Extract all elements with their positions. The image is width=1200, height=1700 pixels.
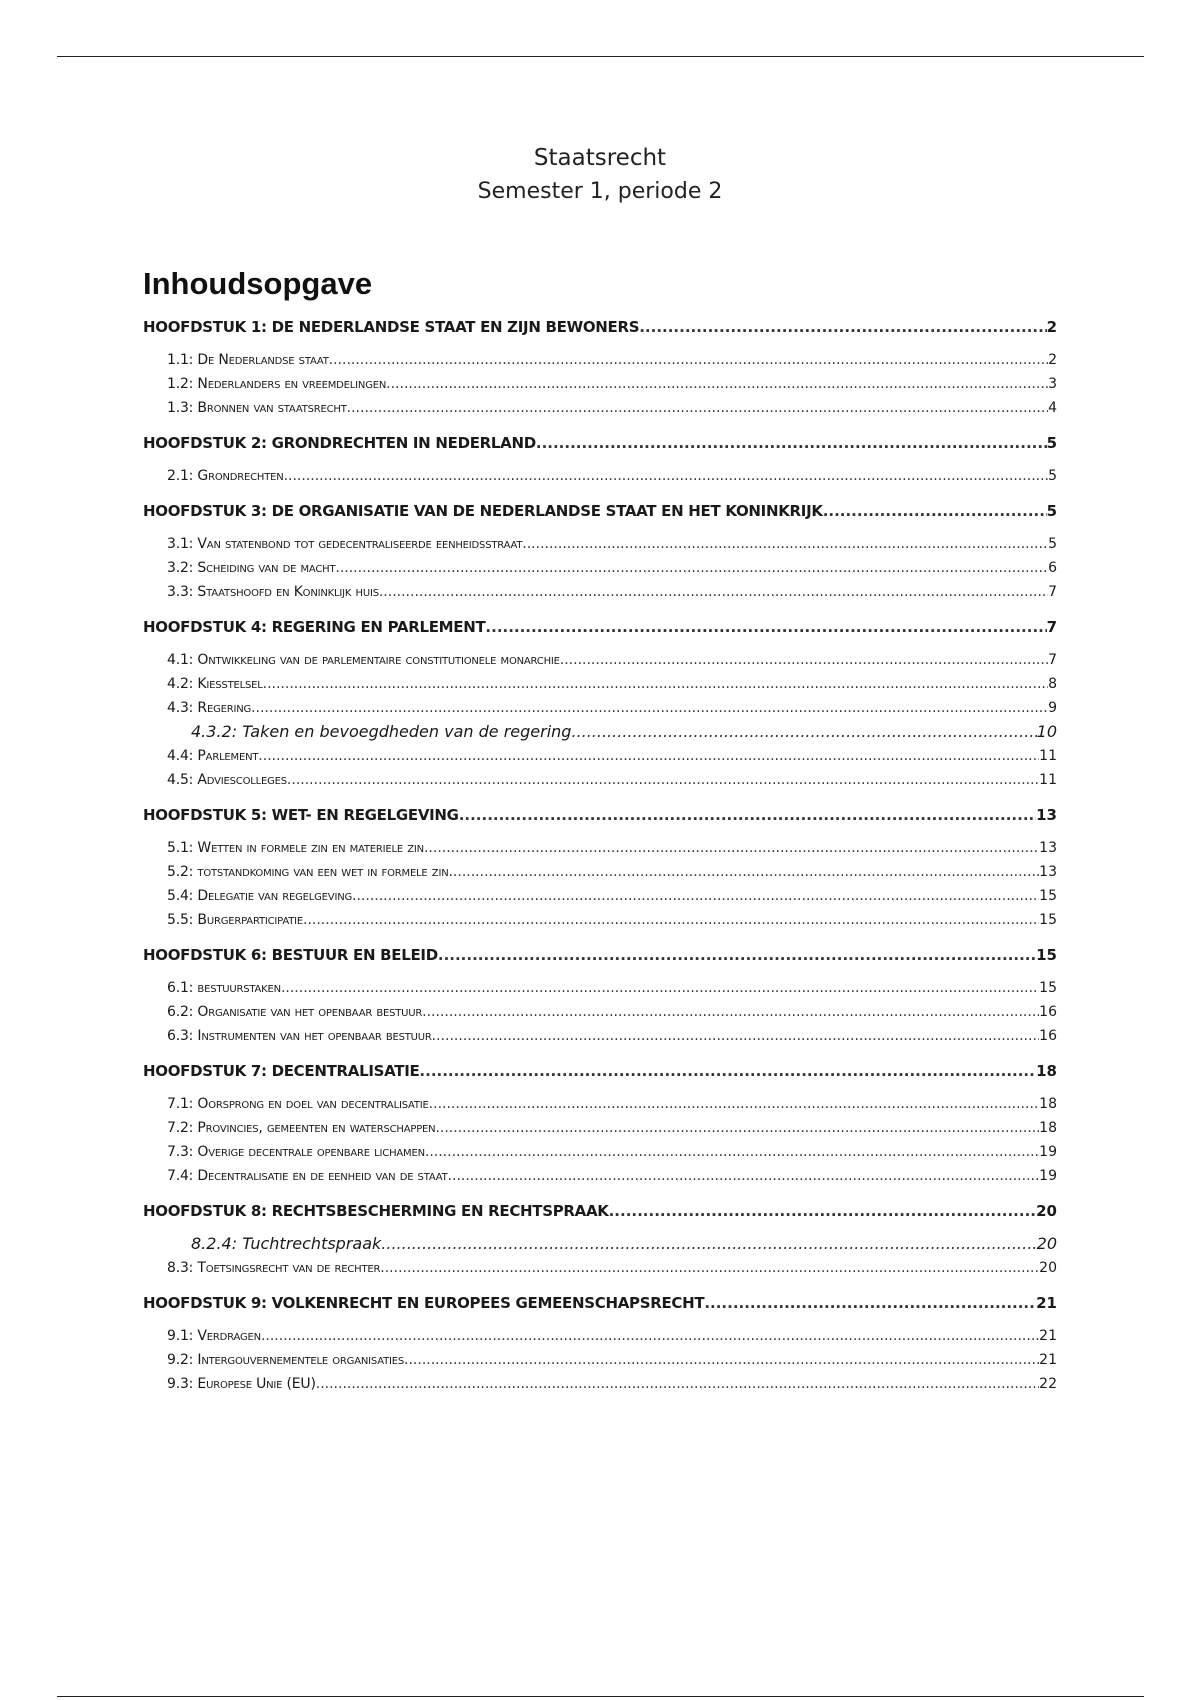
toc-entry-page-number: 3 [1048,376,1057,392]
toc-entry-label: 3.1: Van statenbond tot gedecentraliseerde eenheidsstraat [167,536,523,552]
toc-entry-label: 5.4: Delegatie van regelgeving [167,888,353,904]
toc-spacer [143,604,1057,612]
toc-section-entry[interactable] [143,696,1057,720]
toc-dot-leader [287,768,1039,792]
toc-chapter-entry[interactable] [143,428,1057,464]
document-subtitle: Semester 1, periode 2 [477,179,723,204]
toc-dot-leader [536,428,1047,458]
toc-dot-leader [379,580,1048,604]
toc-section-entry[interactable] [143,860,1057,884]
toc-entry-label: 4.3: Regering [167,700,252,716]
toc-chapter-entry[interactable] [143,496,1057,532]
toc-entry-label: 8.2.4: Tuchtrechtspraak [191,1234,382,1253]
toc-entry-page-number: 15 [1039,912,1057,928]
toc-entry-page-number: 11 [1039,772,1057,788]
toc-section-entry[interactable] [143,1116,1057,1140]
toc-entry-page-number: 20 [1036,1202,1057,1220]
toc-spacer [143,420,1057,428]
toc-entry-page-number: 18 [1039,1120,1057,1136]
toc-section-entry[interactable] [143,1324,1057,1348]
toc-entry-page-number: 5 [1046,502,1057,520]
toc-entry-page-number: 9 [1048,700,1057,716]
toc-dot-leader [251,696,1048,720]
toc-entry-label: HOOFDSTUK 6: BESTUUR EN BELEID [143,946,438,964]
toc-entry-page-number: 5 [1048,468,1057,484]
toc-entry-page-number: 4 [1048,400,1057,416]
toc-dot-leader [823,496,1047,526]
toc-entry-label: HOOFDSTUK 9: VOLKENRECHT EN EUROPEES GEMEENSCHAPSRECHT [143,1294,705,1312]
toc-chapter-entry[interactable] [143,1288,1057,1324]
toc-section-entry[interactable] [143,1000,1057,1024]
toc-entry-label: 9.3: Europese Unie (EU) [167,1376,316,1392]
toc-entry-page-number: 15 [1036,946,1057,964]
toc-entry-label: 6.1: bestuurstaken [167,980,281,996]
toc-entry-page-number: 6 [1048,560,1057,576]
toc-section-entry[interactable] [143,672,1057,696]
toc-entry-label: HOOFDSTUK 2: GRONDRECHTEN IN NEDERLAND [143,434,536,452]
toc-entry-page-number: 10 [1036,722,1057,741]
toc-entry-page-number: 20 [1039,1260,1057,1276]
toc-chapter-entry[interactable] [143,312,1057,348]
toc-section-entry[interactable] [143,556,1057,580]
toc-dot-leader [571,720,1036,744]
toc-dot-leader [435,1116,1039,1140]
toc-entry-label: 4.4: Parlement [167,748,259,764]
toc-entry-label: 8.3: Toetsingsrecht van de rechter [167,1260,381,1276]
toc-chapter-entry[interactable] [143,612,1057,648]
toc-dot-leader [352,884,1039,908]
toc-entry-page-number: 19 [1039,1168,1057,1184]
toc-entry-label: HOOFDSTUK 3: DE ORGANISATIE VAN DE NEDERLANDSE STAAT EN HET KONINKRIJK [143,502,823,520]
table-of-contents [143,312,1057,1396]
toc-entry-label: 6.2: Organisatie van het openbaar bestuur [167,1004,423,1020]
toc-entry-page-number: 15 [1039,888,1057,904]
toc-section-entry[interactable] [143,396,1057,420]
toc-dot-leader [381,1232,1036,1256]
toc-spacer [143,932,1057,940]
toc-chapter-entry[interactable] [143,1056,1057,1092]
toc-chapter-entry[interactable] [143,1196,1057,1232]
toc-heading: Inhoudsopgave [143,266,373,301]
toc-dot-leader [459,800,1036,830]
toc-section-entry[interactable] [143,768,1057,792]
toc-dot-leader [347,396,1048,420]
toc-dot-leader [281,976,1039,1000]
toc-entry-label: HOOFDSTUK 4: REGERING EN PARLEMENT [143,618,486,636]
toc-entry-page-number: 16 [1039,1028,1057,1044]
toc-spacer [143,792,1057,800]
toc-entry-page-number: 5 [1048,536,1057,552]
toc-dot-leader [386,372,1048,396]
toc-dot-leader [422,1000,1039,1024]
toc-entry-label: 6.3: Instrumenten van het openbaar bestuur [167,1028,432,1044]
toc-dot-leader [522,532,1048,556]
toc-entry-page-number: 18 [1036,1062,1057,1080]
toc-dot-leader [335,556,1048,580]
toc-entry-page-number: 2 [1048,352,1057,368]
toc-section-entry[interactable] [143,836,1057,860]
toc-section-entry[interactable] [143,884,1057,908]
toc-dot-leader [404,1348,1039,1372]
header-rule [57,56,1144,57]
toc-dot-leader [380,1256,1039,1280]
toc-section-entry[interactable] [143,372,1057,396]
toc-entry-page-number: 5 [1046,434,1057,452]
toc-dot-leader [639,312,1046,342]
toc-entry-label: 4.5: Adviescolleges [167,772,287,788]
toc-dot-leader [438,940,1036,970]
toc-entry-label: 5.1: Wetten in formele zin en materiele zin [167,840,424,856]
toc-spacer [143,1048,1057,1056]
toc-spacer [143,1188,1057,1196]
toc-dot-leader [284,464,1049,488]
toc-entry-page-number: 16 [1039,1004,1057,1020]
toc-entry-page-number: 15 [1039,980,1057,996]
toc-entry-label: HOOFDSTUK 7: DECENTRALISATIE [143,1062,420,1080]
toc-entry-page-number: 19 [1039,1144,1057,1160]
toc-section-entry[interactable] [143,1372,1057,1396]
toc-entry-label: HOOFDSTUK 8: RECHTSBESCHERMING EN RECHTSPRAAK [143,1202,609,1220]
toc-entry-page-number: 7 [1046,618,1057,636]
toc-dot-leader [448,860,1039,884]
footer-rule [57,1696,1144,1697]
toc-entry-page-number: 21 [1039,1352,1057,1368]
toc-dot-leader [609,1196,1037,1226]
toc-entry-label: 3.2: Scheiding van de macht [167,560,336,576]
toc-entry-label: HOOFDSTUK 1: DE NEDERLANDSE STAAT EN ZIJN BEWONERS [143,318,640,336]
toc-entry-label: 1.1: De Nederlandse staat [167,352,329,368]
toc-entry-label: 7.2: Provincies, gemeenten en waterschappen [167,1120,436,1136]
toc-entry-page-number: 21 [1039,1328,1057,1344]
toc-dot-leader [424,836,1039,860]
toc-section-entry[interactable] [143,1024,1057,1048]
toc-entry-label: 9.1: Verdragen [167,1328,261,1344]
toc-entry-page-number: 7 [1048,584,1057,600]
toc-entry-page-number: 13 [1039,864,1057,880]
toc-subsection-entry[interactable] [143,1232,1057,1256]
toc-entry-label: 1.2: Nederlanders en vreemdelingen [167,376,387,392]
toc-entry-page-number: 8 [1048,676,1057,692]
toc-section-entry[interactable] [143,464,1057,488]
toc-spacer [143,488,1057,496]
toc-entry-page-number: 13 [1039,840,1057,856]
toc-entry-page-number: 18 [1039,1096,1057,1112]
toc-section-entry[interactable] [143,976,1057,1000]
toc-entry-label: 1.3: Bronnen van staatsrecht [167,400,347,416]
toc-subsection-entry[interactable] [143,720,1057,744]
toc-dot-leader [432,1024,1040,1048]
toc-dot-leader [560,648,1048,672]
toc-section-entry[interactable] [143,1092,1057,1116]
toc-entry-page-number: 13 [1036,806,1057,824]
toc-entry-label: 3.3: Staatshoofd en Koninklijk huis [167,584,379,600]
toc-dot-leader [261,1324,1039,1348]
toc-entry-page-number: 21 [1036,1294,1057,1312]
toc-dot-leader [258,744,1039,768]
toc-section-entry[interactable] [143,1140,1057,1164]
toc-dot-leader [448,1164,1040,1188]
toc-entry-label: 7.1: Oorsprong en doel van decentralisatie [167,1096,429,1112]
toc-entry-page-number: 20 [1036,1234,1057,1253]
toc-dot-leader [425,1140,1039,1164]
toc-chapter-entry[interactable] [143,940,1057,976]
toc-entry-label: HOOFDSTUK 5: WET- EN REGELGEVING [143,806,459,824]
toc-entry-label: 2.1: Grondrechten [167,468,284,484]
toc-entry-label: 4.2: Kiesstelsel [167,676,263,692]
document-title: Staatsrecht [533,145,667,171]
toc-entry-label: 4.3.2: Taken en bevoegdheden van de regering [191,722,572,741]
toc-section-entry[interactable] [143,348,1057,372]
toc-entry-page-number: 7 [1048,652,1057,668]
toc-entry-label: 7.3: Overige decentrale openbare lichamen [167,1144,425,1160]
toc-section-entry[interactable] [143,532,1057,556]
toc-entry-label: 9.2: Intergouvernementele organisaties [167,1352,405,1368]
toc-entry-page-number: 22 [1039,1376,1057,1392]
toc-entry-page-number: 2 [1046,318,1057,336]
toc-dot-leader [429,1092,1040,1116]
toc-chapter-entry[interactable] [143,800,1057,836]
toc-dot-leader [303,908,1039,932]
toc-dot-leader [316,1372,1039,1396]
toc-section-entry[interactable] [143,1164,1057,1188]
toc-entry-label: 5.2: totstandkoming van een wet in formele zin [167,864,449,880]
toc-dot-leader [263,672,1048,696]
toc-section-entry[interactable] [143,744,1057,768]
toc-entry-label: 7.4: Decentralisatie en de eenheid van de staat [167,1168,448,1184]
toc-section-entry[interactable] [143,908,1057,932]
toc-section-entry[interactable] [143,648,1057,672]
toc-dot-leader [704,1288,1036,1318]
toc-section-entry[interactable] [143,1256,1057,1280]
toc-dot-leader [419,1056,1036,1086]
toc-spacer [143,1280,1057,1288]
toc-entry-label: 4.1: Ontwikkeling van de parlementaire constitutionele monarchie [167,652,560,668]
toc-entry-label: 5.5: Burgerparticipatie [167,912,303,928]
toc-section-entry[interactable] [143,1348,1057,1372]
toc-entry-page-number: 11 [1039,748,1057,764]
toc-dot-leader [485,612,1046,642]
toc-dot-leader [329,348,1048,372]
toc-section-entry[interactable] [143,580,1057,604]
